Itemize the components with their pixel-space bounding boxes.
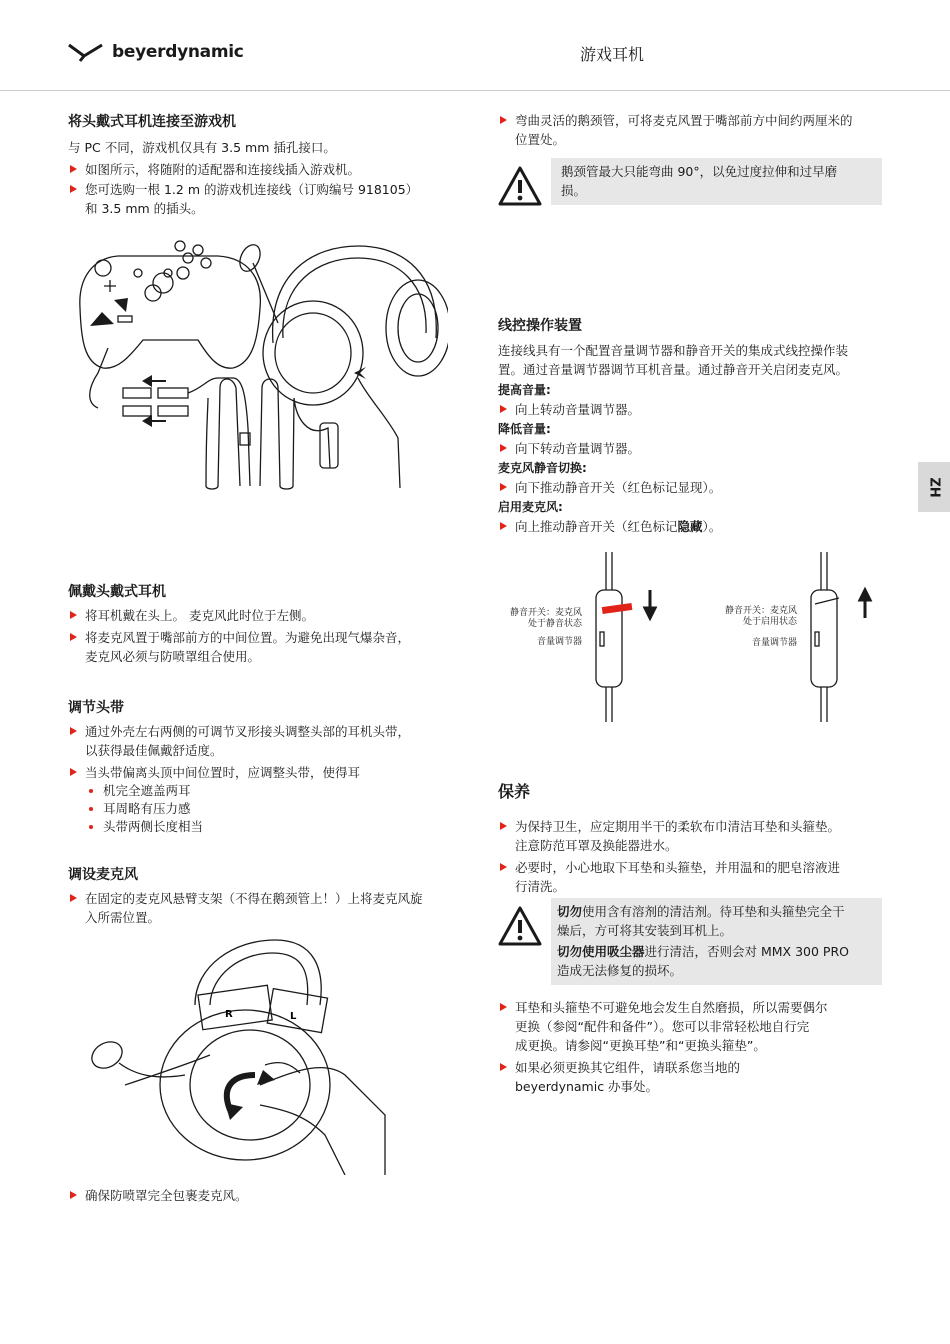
volume-down-title: 降低音量: [498, 422, 551, 436]
remote-muted-figure [590, 552, 670, 722]
care-warning-2-cont: 造成无法修复的损坏。 [557, 963, 683, 978]
section-wear [68, 581, 468, 666]
band-dot-1: 机完全遮盖两耳 [68, 782, 468, 800]
wear-heading: 佩戴头戴式耳机 [68, 584, 166, 600]
care-bullet-3-cont-2: 成更换。请参阅“更换耳垫”和“更换头箍垫”。 [515, 1038, 766, 1053]
volume-up-bullet: 向上转动音量调节器。 [498, 400, 888, 419]
beyerdynamic-logo-icon [68, 42, 104, 62]
connect-heading: 将头戴式耳机连接至游戏机 [68, 114, 236, 130]
wear-bullet-1: 将耳机戴在头上。 麦克风此时位于左侧。 [68, 606, 468, 625]
warning-icon [497, 905, 543, 947]
console-connection-illustration [68, 228, 448, 496]
mute-title: 麦克风静音切换: [498, 461, 587, 475]
care-bullet-4: 如果必须更换其它组件，请联系您当地的 [498, 1058, 888, 1077]
care-bullet-3-cont-1: 更换（参阅“配件和备件”）。您可以非常轻松地自行完 [515, 1019, 810, 1034]
header-divider [0, 90, 950, 91]
care-bullet-2: 必要时，小心地取下耳垫和头箍垫，并用温和的肥皂溶液进 [498, 858, 888, 877]
remote-desc-2: 置。通过音量调节器调节耳机音量。通过静音开关启闭麦克风。 [498, 362, 849, 377]
care-warning [551, 898, 882, 985]
remote-active-figure [805, 552, 885, 722]
gooseneck-warning [551, 158, 882, 205]
goose-bullet-1-cont: 位置处。 [515, 132, 566, 147]
connect-bullet-2-cont: 和 3.5 mm 的插头。 [85, 201, 204, 216]
mic-bullet-2: 确保防喷罩完全包裹麦克风。 [68, 1186, 485, 1205]
connect-bullet-1: 如图所示，将随附的适配器和连接线插入游戏机。 [68, 160, 468, 179]
care-bullet-3: 耳垫和头箍垫不可避免地会发生自然磨损，所以需要偶尔 [498, 998, 888, 1017]
band-bullet-2: 当头带偏离头顶中间位置时，应调整头带，使得耳 [68, 763, 468, 782]
band-dot-3: 头带两侧长度相当 [68, 818, 468, 836]
connect-intro: 与 PC 不同，游戏机仅具有 3.5 mm 插孔接口。 [68, 140, 336, 155]
muted-volume-label: 音量调节器 [536, 637, 582, 647]
active-volume-label: 音量调节器 [751, 638, 797, 648]
section-band [68, 697, 468, 836]
goose-bullet-1: 弯曲灵活的鹅颈管，可将麦克风置于嘴部前方中间约两厘米的 [498, 111, 888, 130]
care-bullet-1: 为保持卫生，应定期用半干的柔软布巾清洁耳垫和头箍垫。 [498, 817, 888, 836]
care-bullet-1-cont: 注意防范耳罩及换能器进水。 [515, 838, 678, 853]
section-remote [498, 315, 888, 536]
ear-r-label: R [225, 1009, 233, 1020]
section-connect [68, 111, 468, 218]
care-bullet-2-cont: 行清洗。 [515, 879, 566, 894]
unmute-bullet: 向上推动静音开关（红色标记隐藏）。 [498, 517, 888, 536]
care-warning-1: 切勿使用含有溶剂的清洁剂。待耳垫和头箍垫完全干 [557, 904, 845, 919]
mic-bullet-1: 在固定的麦克风悬臂支架（不得在鹅颈管上！）上将麦克风旋 [68, 889, 468, 908]
warning-icon [497, 165, 543, 207]
mic-heading: 调设麦克风 [68, 867, 138, 883]
section-gooseneck [498, 111, 888, 149]
remote-heading: 线控操作装置 [498, 318, 582, 334]
wear-bullet-2: 将麦克风置于嘴部前方的中间位置。为避免出现气爆杂音， [68, 628, 468, 647]
mic-bullet-1-cont: 入所需位置。 [85, 910, 161, 925]
care-bullet-4-cont: beyerdynamic 办事处。 [515, 1079, 659, 1094]
brand-name: beyerdynamic [112, 42, 244, 62]
ear-l-label: L [290, 1011, 297, 1022]
care-warning-2: 切勿使用吸尘器进行清洁，否则会对 MMX 300 PRO [557, 944, 849, 959]
brand-logo [68, 42, 244, 62]
band-bullet-1: 通过外壳左右两侧的可调节叉形接头调整头部的耳机头带， [68, 722, 468, 741]
unmute-title: 启用麦克风: [498, 500, 563, 514]
wear-bullet-2-cont: 麦克风必须与防喷罩组合使用。 [85, 649, 261, 664]
care-heading: 保养 [498, 782, 531, 801]
care-bullets-1 [498, 817, 888, 896]
care-warning-1-cont: 燥后，方可将其安装到耳机上。 [557, 923, 733, 938]
language-tab: ZH [918, 462, 950, 512]
band-bullet-1-cont: 以获得最佳佩戴舒适度。 [85, 743, 223, 758]
mute-bullet: 向下推动静音开关（红色标记显现）。 [498, 478, 888, 497]
band-heading: 调节头带 [68, 700, 124, 716]
volume-down-bullet: 向下转动音量调节器。 [498, 439, 888, 458]
muted-label: 静音开关：麦克风 处于静音状态 [509, 608, 582, 629]
care-bullets-2 [498, 998, 888, 1096]
volume-up-title: 提高音量: [498, 383, 551, 397]
page-title: 游戏耳机 [580, 45, 645, 64]
mic-adjust-illustration [85, 935, 405, 1175]
gooseneck-warning-line-2: 损。 [561, 183, 587, 198]
section-mic [68, 864, 468, 927]
connect-bullet-2: 您可选购一根 1.2 m 的游戏机连接线（订购编号 918105） [68, 180, 468, 199]
band-dot-2: 耳周略有压力感 [68, 800, 468, 818]
remote-desc-1: 连接线具有一个配置音量调节器和静音开关的集成式线控操作装 [498, 343, 849, 358]
gooseneck-warning-line-1: 鹅颈管最大只能弯曲 90°，以免过度拉伸和过早磨 [561, 164, 838, 179]
active-label: 静音开关：麦克风 处于启用状态 [724, 606, 797, 627]
